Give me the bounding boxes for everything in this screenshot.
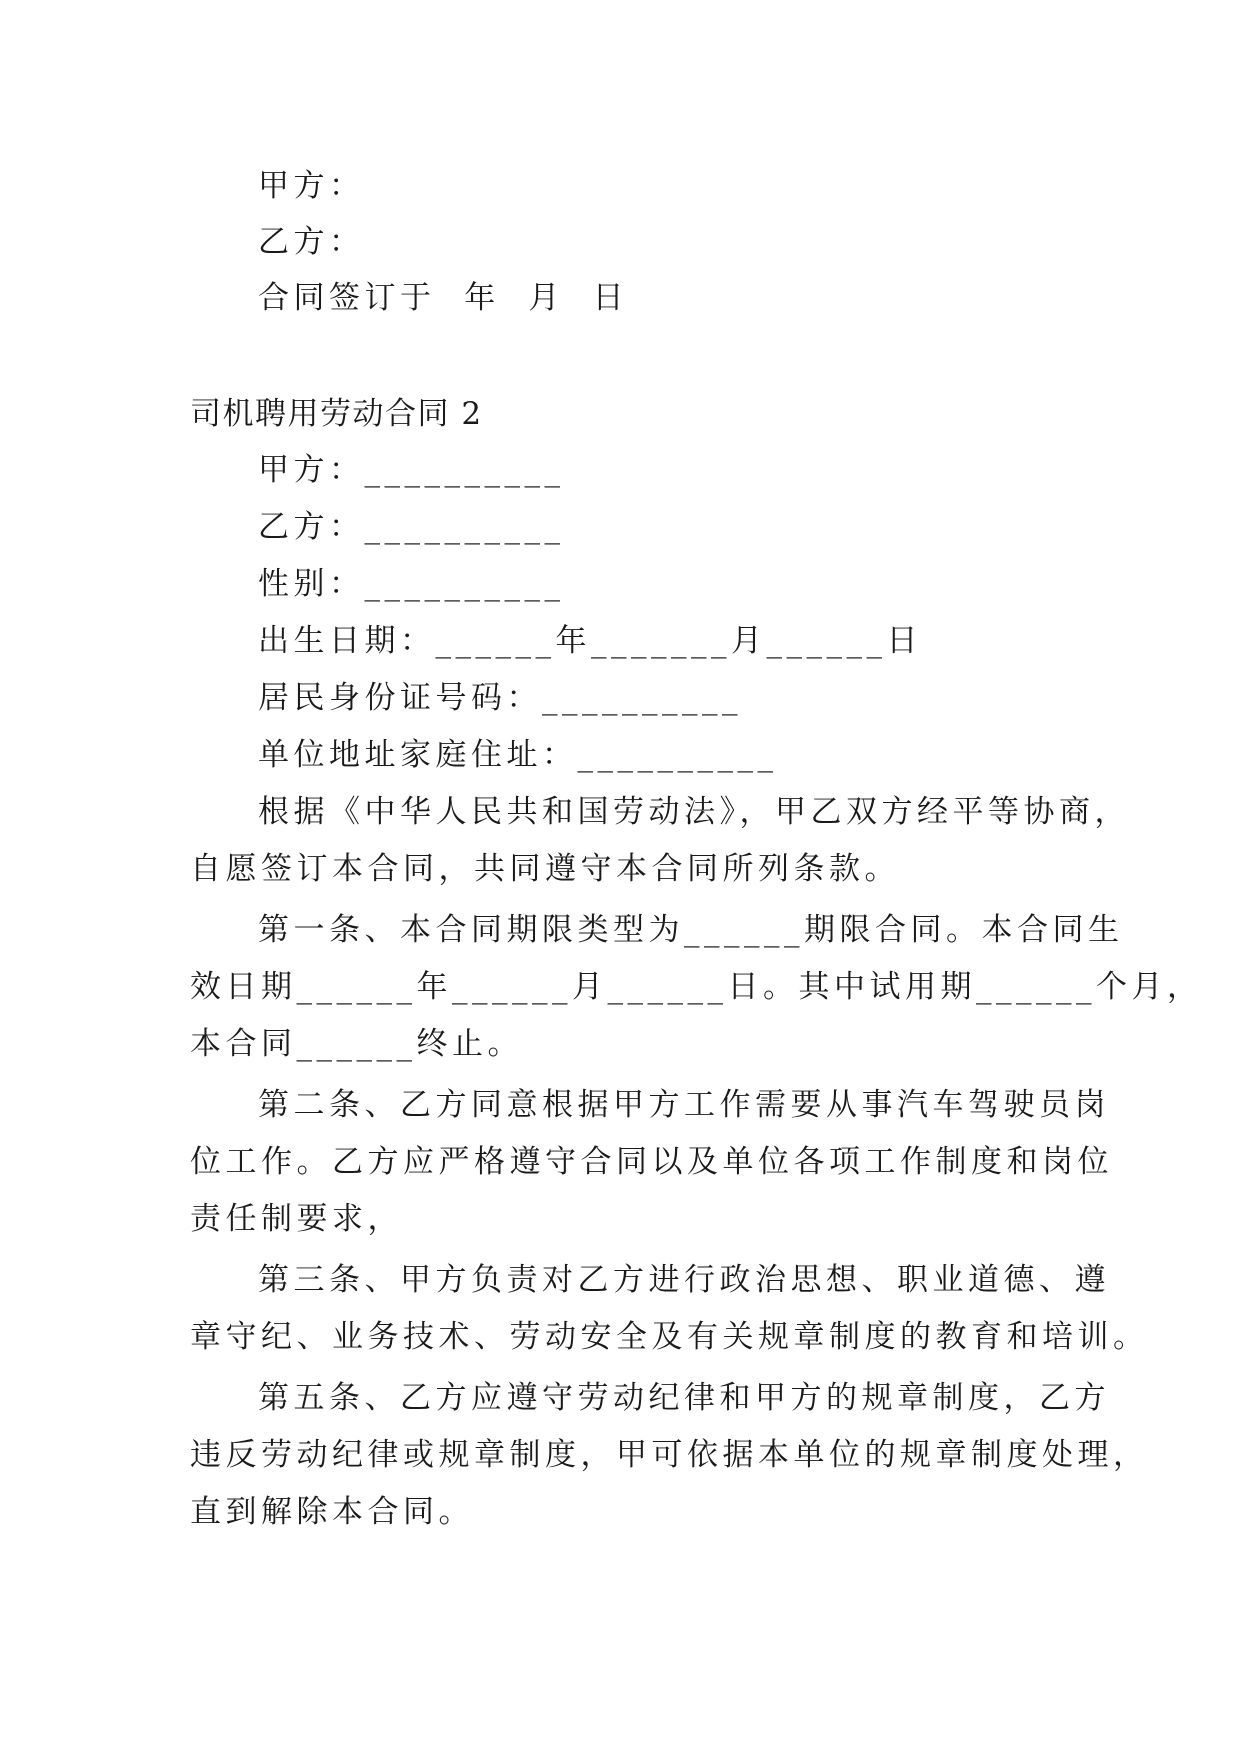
article-5-line: 直到解除本合同。 bbox=[190, 1494, 474, 1530]
article-2-line: 第二条、乙方同意根据甲方工作需要从事汽车驾驶员岗 bbox=[258, 1087, 1110, 1123]
gender-field: 性别：__________ bbox=[258, 566, 565, 602]
article-1-line: 本合同______终止。 bbox=[190, 1026, 523, 1062]
article-3-line: 第三条、甲方负责对乙方进行政治思想、职业道德、遵 bbox=[258, 1262, 1110, 1298]
address-field: 单位地址家庭住址：__________ bbox=[258, 737, 778, 773]
id-number-field: 居民身份证号码：__________ bbox=[258, 680, 742, 716]
article-1-line: 效日期______年______月______日。其中试用期______个月， bbox=[190, 969, 1203, 1005]
party-b-label: 乙方： bbox=[258, 224, 365, 260]
article-2-line: 责任制要求， bbox=[190, 1201, 403, 1237]
signing-date-line: 合同签订于 年 月 日 bbox=[258, 280, 629, 316]
birth-date-field: 出生日期：______年_______月______日 bbox=[258, 623, 922, 659]
article-5-line: 违反劳动纪律或规章制度，甲可依据本单位的规章制度处理， bbox=[190, 1437, 1149, 1473]
intro-paragraph-line: 自愿签订本合同，共同遵守本合同所列条款。 bbox=[190, 851, 900, 887]
contract-title: 司机聘用劳动合同 2 bbox=[190, 396, 483, 432]
article-2-line: 位工作。乙方应严格遵守合同以及单位各项工作制度和岗位 bbox=[190, 1144, 1113, 1180]
party-b-field: 乙方：__________ bbox=[258, 509, 565, 545]
article-3-line: 章守纪、业务技术、劳动安全及有关规章制度的教育和培训。 bbox=[190, 1319, 1149, 1355]
party-a-label: 甲方： bbox=[258, 168, 365, 204]
article-1-line: 第一条、本合同期限类型为______期限合同。本合同生 bbox=[258, 912, 1124, 948]
article-5-line: 第五条、乙方应遵守劳动纪律和甲方的规章制度，乙方 bbox=[258, 1380, 1110, 1416]
party-a-field: 甲方：__________ bbox=[258, 452, 565, 488]
intro-paragraph-line: 根据《中华人民共和国劳动法》，甲乙双方经平等协商， bbox=[258, 794, 1130, 830]
